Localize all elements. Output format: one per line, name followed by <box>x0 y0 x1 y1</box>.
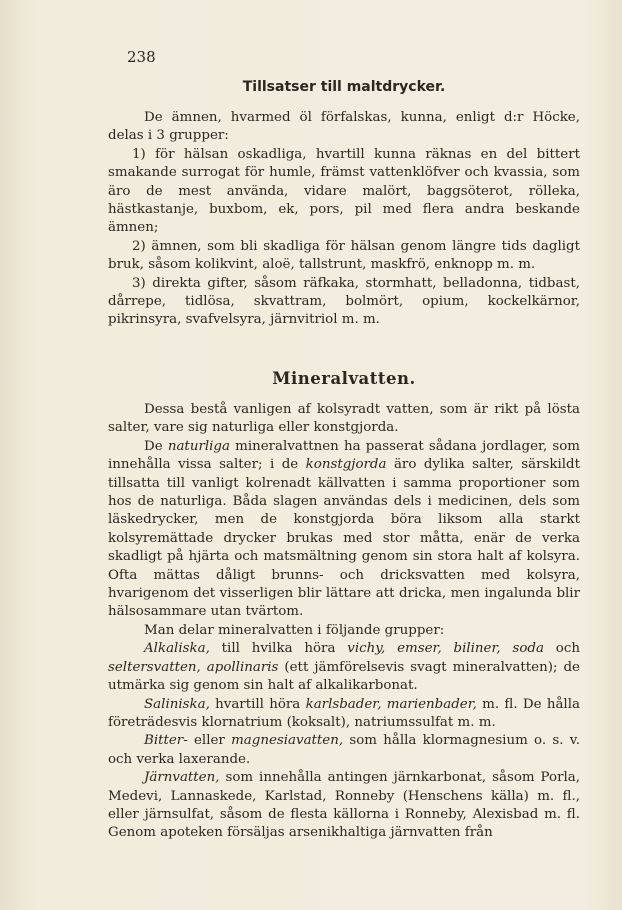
section-title-mineral-water: Mineralvatten. <box>272 369 416 388</box>
paragraph-iron <box>108 769 580 843</box>
section-mineral-water <box>108 401 580 843</box>
emphasis-saline: Saliniska, <box>144 696 210 712</box>
paragraph-definition: Dessa bestå vanligen af kolsyradt vatten, som är rikt på lösta salter, vare sig naturliga eller konstgjorda. <box>108 402 580 436</box>
text-run: till hvilka höra <box>209 641 348 657</box>
paragraph-alkaline <box>108 640 580 695</box>
text-run: som hålla klormagnesium o. s. v. och verka laxerande. <box>108 733 580 767</box>
emphasis-magnesia: magnesiavatten, <box>231 733 344 749</box>
paragraph-intro: De ämnen, hvarmed öl förfalskas, kunna, enligt d:r Höcke, delas i 3 grupper: <box>108 110 580 144</box>
paragraph-natural-artificial <box>108 438 580 622</box>
paragraph-saline <box>108 696 580 733</box>
page-number: 238 <box>127 48 156 66</box>
emphasis-brands: karlsbader, marienbader, <box>305 696 477 712</box>
paragraph-group-2: 2) ämnen, som bli skadliga för hälsan genom längre tids dagligt bruk, såsom kolikvint, aloë, tallstrunt, maskfrö, enknopp m. m. <box>108 238 580 273</box>
emphasis-brands: seltersvatten, apollinaris <box>108 659 279 675</box>
text-run: som innehålla antingen järnkarbonat, såsom Porla, Medevi, Lannaskede, Karlstad, Ronneby (Henschens källa) m. fl., eller järnsulfat, såsom de flesta källorna i Ronneby, Alexisbad m. fl. Genom apoteken försäljas arsenikhaltiga järnvatten från <box>108 770 580 841</box>
paragraph-group-3: 3) direkta gifter, såsom räfkaka, stormhatt, belladonna, tidbast, dårrepe, tidlösa, skvattram, bolmört, opium, kockelkärnor, pikrinsyra, svafvelsyra, järnvitriol m. m. <box>108 275 580 328</box>
emphasis-natural: naturliga <box>167 438 230 454</box>
emphasis-bitter: Bitter- <box>144 733 188 749</box>
emphasis-artificial: konstgjorda <box>305 457 387 473</box>
section-title-malt-additives: Tillsatser till maltdrycker. <box>242 79 446 95</box>
text-run: och <box>543 641 580 657</box>
text-run: eller <box>187 733 232 749</box>
emphasis-brands: vichy, emser, biliner, soda <box>347 641 544 657</box>
paragraph-groups-intro: Man delar mineralvatten i följande grupper: <box>144 622 445 638</box>
text-run: hvartill höra <box>209 696 306 712</box>
paragraph-bitter <box>108 732 580 769</box>
text-run: m. fl. De hålla företrädesvis klornatrium (koksalt), natriumssulfat m. m. <box>108 696 580 730</box>
text-run: De <box>144 438 168 454</box>
emphasis-alkaline: Alkaliska, <box>144 641 210 657</box>
section-malt-additives <box>108 109 580 330</box>
text-run: (ett jämförelsevis svagt mineralvatten); de utmärka sig genom sin halt af alkalikarbonat. <box>108 659 580 694</box>
paragraph-group-1: 1) för hälsan oskadliga, hvartill kunna räknas en del bittert smakande surrogat för humle, främst vattenklöfver och kvassia, som äro de mest använda, vidare malört, baggsöterot, rölleka, hästkastanje, buxbom, ek, pors, pil med flera andra beskande ämnen; <box>108 146 580 236</box>
emphasis-iron: Järnvatten, <box>144 770 220 786</box>
text-run: mineralvattnen ha passerat sådana jordlager, som innehålla vissa salter; i de <box>108 438 580 473</box>
text-run: äro dylika salter, särskildt tillsatta till vanligt kolrenadt källvatten i samma proportioner som hos de naturliga. Båda slagen användas dels i medicinen, dels som läskedrycker, men de konstgjorda böra liksom alla starkt kolsyremättade drycker brukas med stor måtta, enär de verka skadligt på hjärta och matsmältning genom sin stora halt af kolsyra. Ofta mättas dåligt brunns- och dricksvatten med kolsyra, hvarigenom det visserligen blir lättare att dricka, men ingalunda blir hälsosammare utan tvärtom. <box>108 457 580 620</box>
